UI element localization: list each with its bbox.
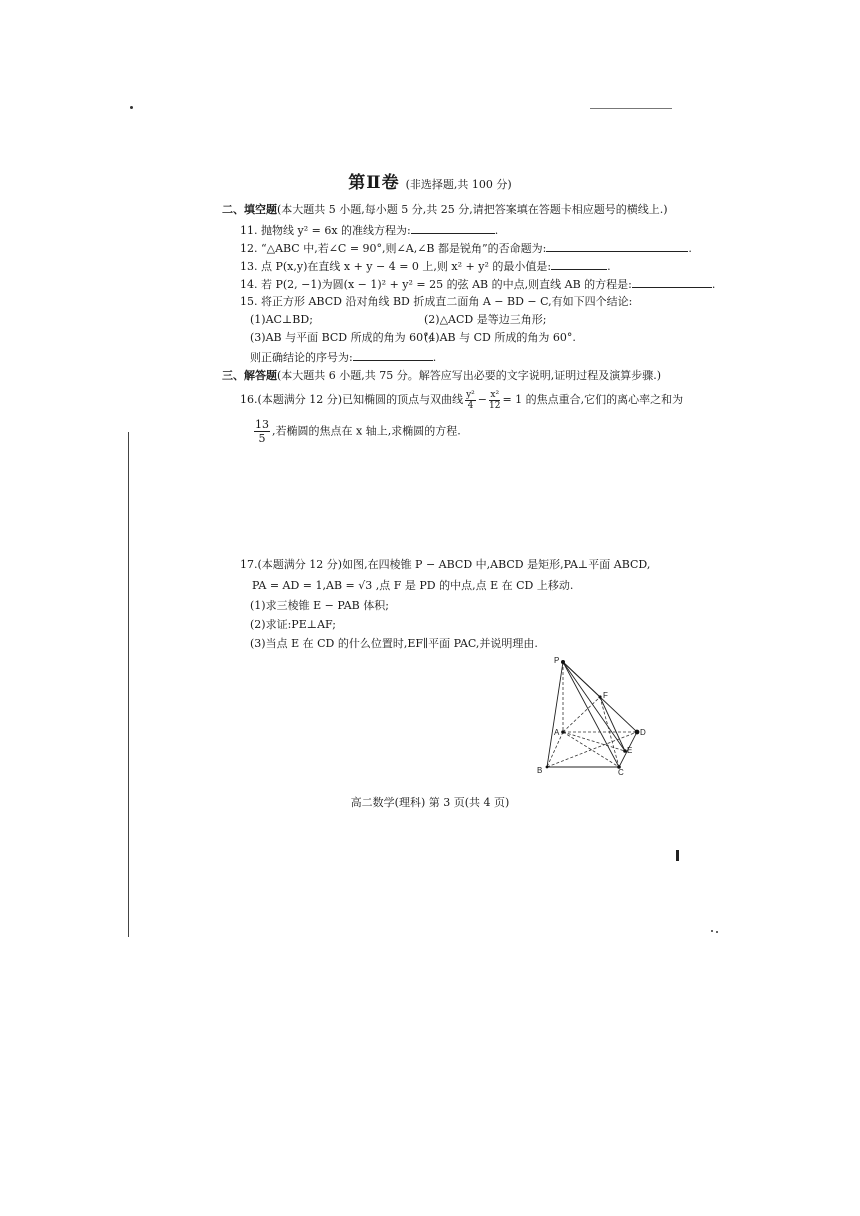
edge-af — [563, 697, 600, 732]
question-14: 14. 若 P(2, −1)为圆(x − 1)² + y² = 25 的弦 AB 的中点,则直线 AB 的方程是: . — [240, 278, 716, 291]
q16-fraction-13-5 — [254, 418, 270, 445]
edge-pf-inner — [563, 662, 600, 697]
title-sub: (非选择题,共 100 分) — [405, 178, 512, 191]
question-16-cont — [252, 418, 461, 445]
q16-text-c: ,若椭圆的焦点在 x 轴上,求椭圆的方程. — [272, 424, 461, 438]
q14-answer-blank — [632, 276, 712, 288]
pyramid-figure — [530, 652, 660, 776]
q15-end-text: 则正确结论的序号为: — [250, 351, 353, 364]
section2-instruction: (本大题共 5 小题,每小题 5 分,共 25 分,请把答案填在答题卡相应题号的横线上.) — [277, 203, 668, 216]
q15-option-2: (2)△ACD 是等边三角形; — [424, 313, 547, 326]
q11-answer-blank — [411, 222, 495, 234]
q17-part-3: (3)当点 E 在 CD 的什么位置时,EF∥平面 PAC,并说明理由. — [250, 637, 538, 650]
question-17-given: PA = AD = 1,AB = √3 ,点 F 是 PD 的中点,点 E 在 CD 上移动. — [252, 579, 574, 592]
edge-pb — [547, 662, 563, 767]
section2-header — [222, 202, 668, 218]
q15-answer-blank — [353, 349, 433, 361]
section3-header — [222, 368, 661, 384]
q16-text-b: = 1 的焦点重合,它们的离心率之和为 — [502, 393, 684, 406]
frac1-num: y² — [466, 389, 475, 400]
question-11: 11. 抛物线 y² = 6x 的准线方程为: . — [240, 224, 499, 237]
label-d: D — [640, 728, 646, 737]
section3-heading: 三、解答题 — [222, 369, 277, 382]
label-c: C — [618, 768, 624, 776]
q17-part-2: (2)求证:PE⊥AF; — [250, 618, 336, 631]
vertex-a — [561, 730, 565, 734]
edge-ae — [563, 732, 625, 751]
q13-text: 13. 点 P(x,y)在直线 x + y − 4 = 0 上,则 x² + y² 的最小值是: — [240, 260, 552, 273]
frac3-den: 5 — [258, 432, 266, 445]
section-title — [0, 168, 860, 193]
q16-fraction-x2-12 — [489, 390, 500, 411]
q13-answer-blank — [551, 258, 607, 270]
q12-text: 12. “△ABC 中,若∠C = 90°,则∠A,∠B 都是锐角”的否命题为: — [240, 242, 547, 255]
scan-speck-3 — [716, 931, 718, 933]
scan-speck-2 — [711, 930, 713, 932]
q14-text: 14. 若 P(2, −1)为圆(x − 1)² + y² = 25 的弦 AB 的中点,则直线 AB 的方程是: — [240, 278, 632, 291]
q15-option-4: (4)AB 与 CD 所成的角为 60°. — [424, 331, 576, 344]
section2-heading: 二、填空题 — [222, 203, 277, 216]
label-e: E — [627, 746, 633, 755]
page-footer: 高二数学(理科) 第 3 页(共 4 页) — [350, 796, 510, 809]
frac2-num: x² — [490, 389, 500, 400]
vertex-b — [546, 766, 549, 769]
question-15 — [240, 294, 632, 310]
q15-option-1: (1)AC⊥BD; — [250, 313, 313, 326]
frac2-den: 12 — [489, 400, 501, 411]
vertex-p — [561, 660, 565, 664]
title-main: 第Ⅱ卷 — [348, 173, 400, 193]
question-16 — [240, 388, 683, 412]
q11-text: 11. 抛物线 y² = 6x 的准线方程为: — [240, 224, 411, 237]
q16-fraction-y2-4 — [465, 390, 476, 411]
q15-conclusion: 则正确结论的序号为: . — [250, 351, 437, 364]
vertex-d — [635, 730, 640, 735]
q16-text-a: 16.(本题满分 12 分)已知椭圆的顶点与双曲线 — [240, 393, 464, 406]
binding-margin-line — [128, 432, 129, 937]
top-rule — [590, 108, 672, 109]
label-f: F — [603, 691, 608, 700]
q15-text: 15. 将正方形 ABCD 沿对角线 BD 折成直二面角 A − BD − C,有如下四个结论: — [240, 295, 633, 308]
vertex-f — [598, 695, 601, 698]
frac3-num: 13 — [255, 418, 269, 431]
question-17: 17.(本题满分 12 分)如图,在四棱锥 P − ABCD 中,ABCD 是矩形,PA⊥平面 ABCD, — [240, 558, 651, 571]
edge-pc — [563, 662, 619, 767]
label-p: P — [554, 656, 560, 665]
section3-instruction: (本大题共 6 小题,共 75 分。解答应写出必要的文字说明,证明过程及演算步骤.) — [277, 369, 662, 382]
label-a: A — [554, 728, 560, 737]
question-12: 12. “△ABC 中,若∠C = 90°,则∠A,∠B 都是锐角”的否命题为: . — [240, 242, 692, 255]
q15-option-3: (3)AB 与平面 BCD 所成的角为 60°; — [250, 331, 433, 344]
question-13: 13. 点 P(x,y)在直线 x + y − 4 = 0 上,则 x² + y² 的最小值是: . — [240, 260, 611, 273]
q12-answer-blank — [546, 240, 688, 252]
frac1-den: 4 — [467, 400, 474, 411]
q16-minus: − — [477, 393, 487, 406]
label-b: B — [537, 766, 543, 775]
scan-mark — [676, 850, 679, 861]
scan-speck — [130, 106, 133, 109]
q17-part-1: (1)求三棱锥 E − PAB 体积; — [250, 599, 389, 612]
